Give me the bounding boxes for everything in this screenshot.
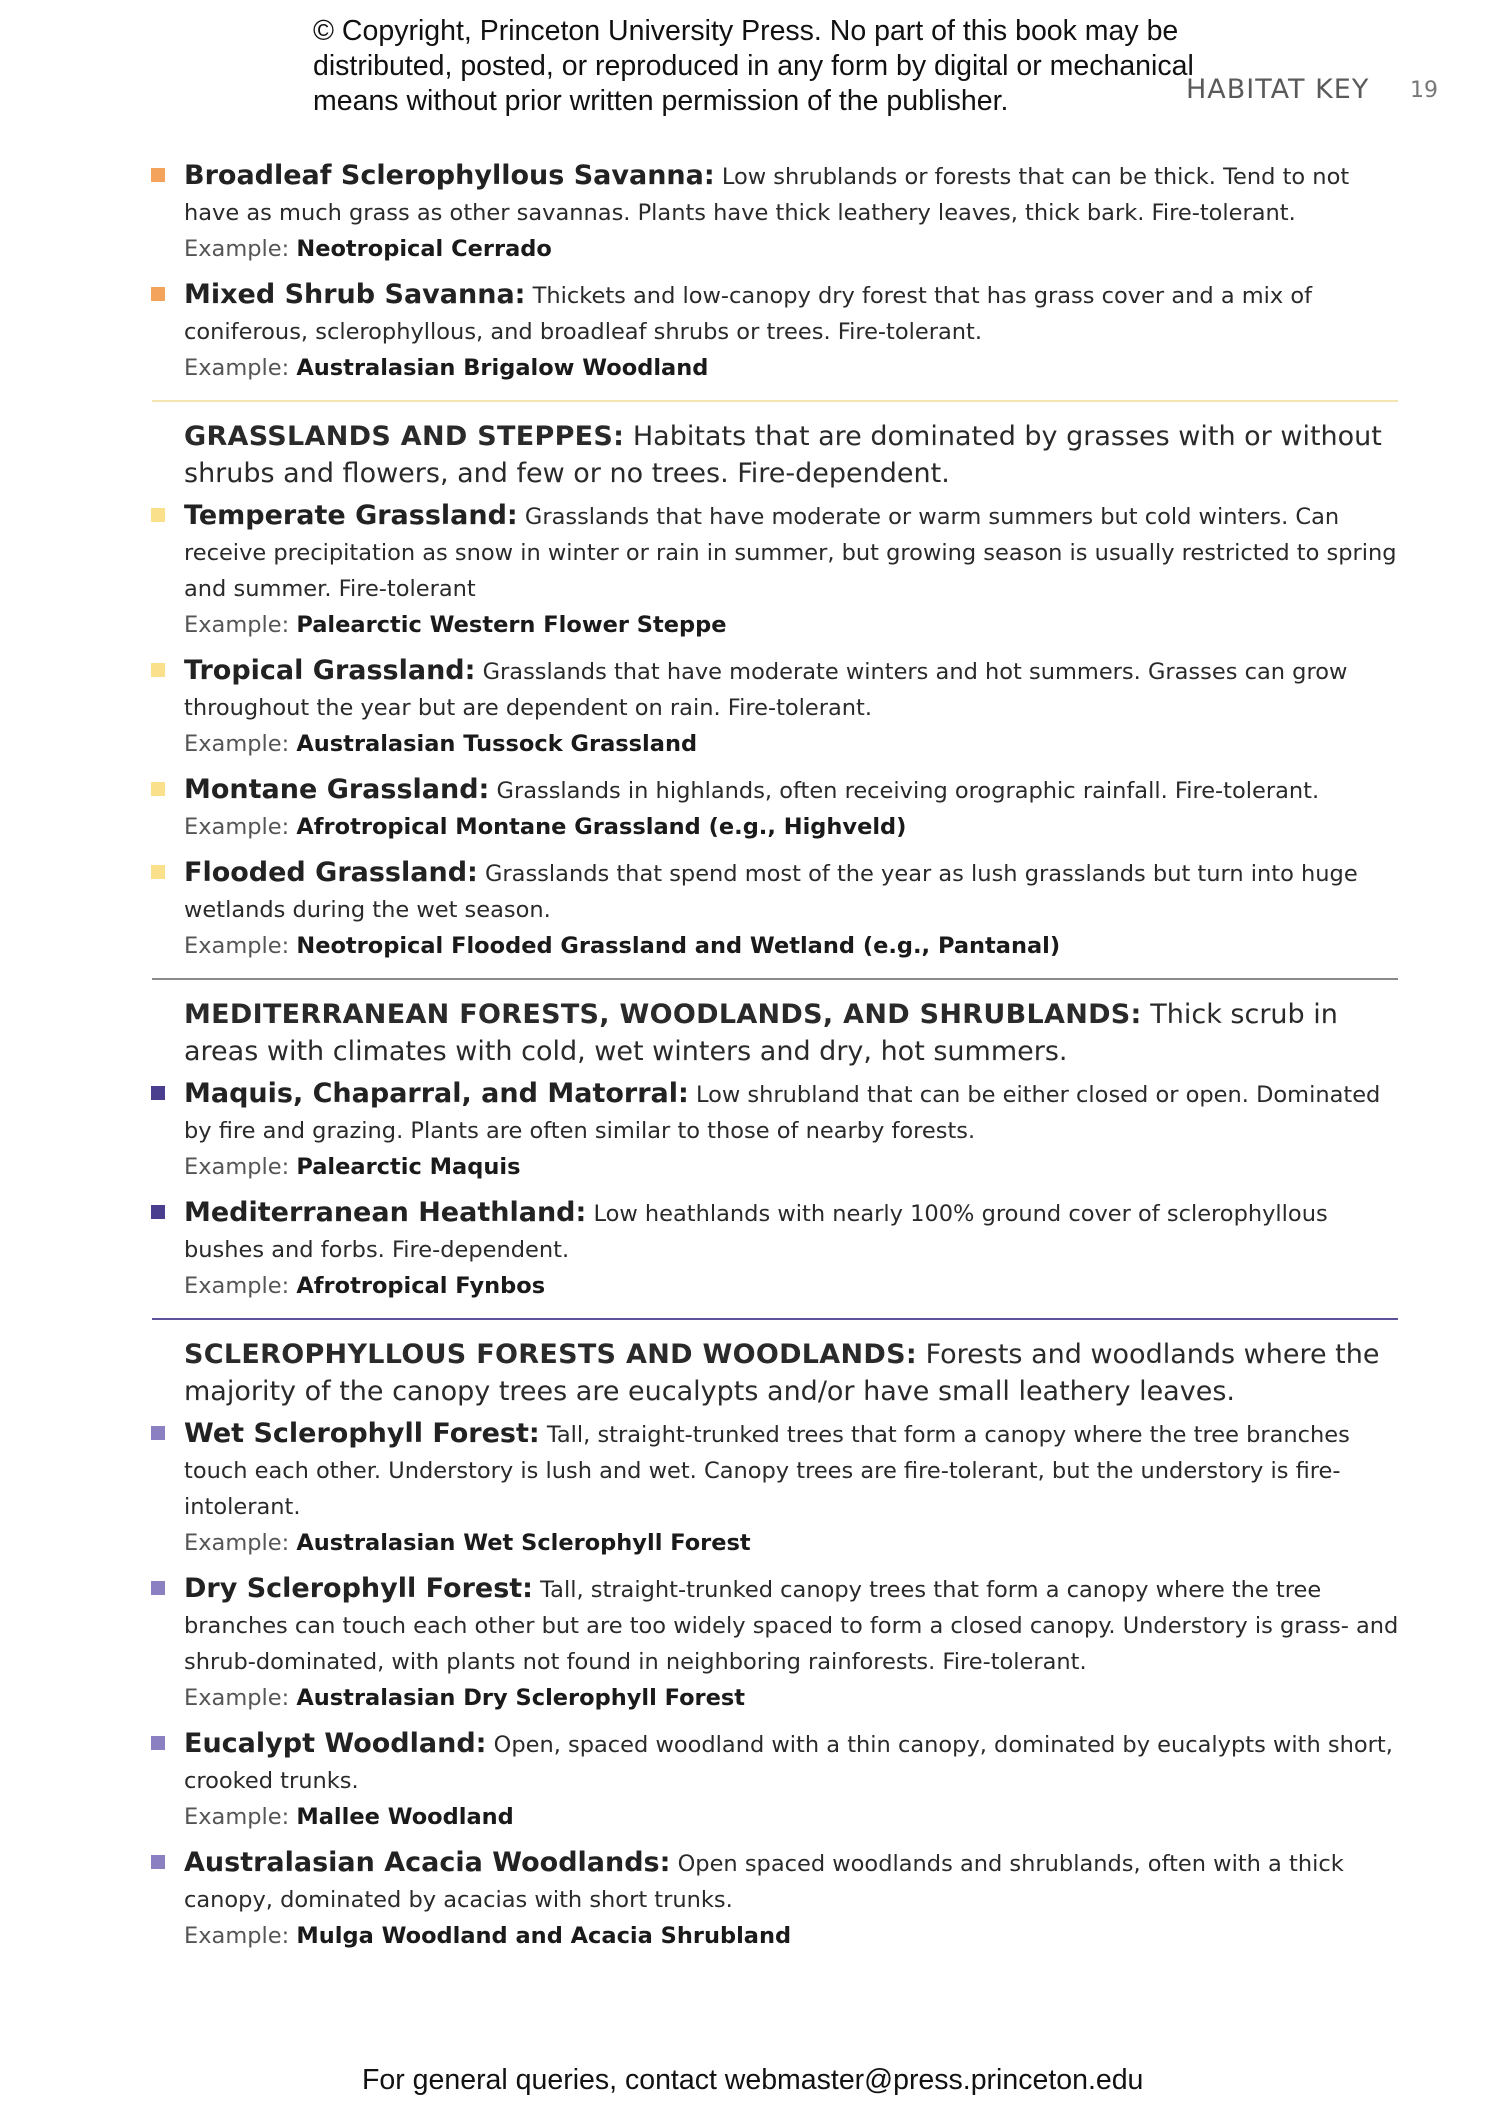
- habitat-description: Low heathlands with nearly 100% ground cover of sclerophyllous bushes and forbs. Fire-dependent.: [184, 1201, 1328, 1263]
- yellow-square-icon: [151, 508, 165, 522]
- habitat-entry: [150, 1571, 1400, 1716]
- section-description: Habitats that are dominated by grasses with or without shrubs and flowers, and few or no trees. Fire-dependent.: [184, 421, 1382, 489]
- page-number: 19: [1410, 78, 1438, 103]
- habitat-description: Thickets and low-canopy dry forest that has grass cover and a mix of coniferous, sclerophyllous, and broadleaf shrubs or trees. Fire-tolerant.: [184, 283, 1313, 345]
- habitat-name: Tropical Grassland:: [184, 655, 476, 686]
- example-value: Palearctic Western Flower Steppe: [296, 612, 727, 638]
- habitat-name: Mixed Shrub Savanna:: [184, 279, 526, 310]
- section-divider: [152, 400, 1398, 402]
- habitat-description: Grasslands that spend most of the year as lush grasslands but turn into huge wetlands during the wet season.: [184, 861, 1358, 923]
- example-value: Australasian Brigalow Woodland: [296, 355, 709, 381]
- habitat-name: Dry Sclerophyll Forest:: [184, 1573, 533, 1604]
- section-heading: [150, 418, 1400, 492]
- example-label: Example:: [184, 1685, 290, 1711]
- section-heading: [150, 996, 1400, 1070]
- habitat-name: Temperate Grassland:: [184, 500, 518, 531]
- habitat-entry: [150, 158, 1400, 267]
- example-value: Australasian Tussock Grassland: [296, 731, 698, 757]
- habitat-description: Low shrubland that can be either closed or open. Dominated by fire and grazing. Plants are often similar to those of nearby forests.: [184, 1082, 1381, 1144]
- habitat-name: Australasian Acacia Woodlands:: [184, 1847, 671, 1878]
- habitat-description: Open, spaced woodland with a thin canopy, dominated by eucalypts with short, crooked trunks.: [184, 1732, 1393, 1794]
- habitat-description: Tall, straight-trunked trees that form a canopy where the tree branches touch each other. Understory is lush and wet. Canopy trees are fire-tolerant, but the understory is fire-intolerant.: [184, 1422, 1350, 1520]
- example-label: Example:: [184, 355, 290, 381]
- example-label: Example:: [184, 1273, 290, 1299]
- habitat-entry: [150, 1845, 1400, 1954]
- habitat-description: Grasslands that have moderate winters and hot summers. Grasses can grow throughout the year but are dependent on rain. Fire-tolerant.: [184, 659, 1348, 721]
- example-label: Example:: [184, 814, 290, 840]
- section-heading: [150, 1336, 1400, 1410]
- lavender-square-icon: [151, 1581, 165, 1595]
- orange-square-icon: [151, 287, 165, 301]
- lavender-square-icon: [151, 1855, 165, 1869]
- example-value: Afrotropical Montane Grassland (e.g., Highveld): [296, 814, 907, 840]
- habitat-entry: [150, 1195, 1400, 1304]
- habitat-entry: [150, 653, 1400, 762]
- habitat-entry: [150, 498, 1400, 643]
- habitat-name: Broadleaf Sclerophyllous Savanna:: [184, 160, 715, 191]
- example-value: Palearctic Maquis: [296, 1154, 521, 1180]
- habitat-entry: [150, 1076, 1400, 1185]
- habitat-entry: [150, 277, 1400, 386]
- section-description: Thick scrub in areas with climates with cold, wet winters and dry, hot summers.: [184, 999, 1338, 1067]
- example-label: Example:: [184, 731, 290, 757]
- habitat-name: Eucalypt Woodland:: [184, 1728, 487, 1759]
- footer-contact: For general queries, contact webmaster@press.princeton.edu: [362, 2064, 1144, 2096]
- example-value: Neotropical Cerrado: [296, 236, 552, 262]
- habitat-entry: [150, 1416, 1400, 1561]
- example-label: Example:: [184, 1154, 290, 1180]
- example-label: Example:: [184, 1923, 290, 1949]
- lavender-square-icon: [151, 1426, 165, 1440]
- habitat-name: Wet Sclerophyll Forest:: [184, 1418, 540, 1449]
- example-value: Australasian Wet Sclerophyll Forest: [296, 1530, 751, 1556]
- copyright-line: © Copyright, Princeton University Press. No part of this book may be: [313, 15, 1179, 47]
- example-value: Australasian Dry Sclerophyll Forest: [296, 1685, 746, 1711]
- habitat-description: Open spaced woodlands and shrublands, often with a thick canopy, dominated by acacias with short trunks.: [184, 1851, 1344, 1913]
- example-value: Mulga Woodland and Acacia Shrubland: [296, 1923, 792, 1949]
- section-title: GRASSLANDS AND STEPPES:: [184, 421, 625, 452]
- habitat-description: Tall, straight-trunked canopy trees that form a canopy where the tree branches can touch each other but are too widely spaced to form a closed canopy. Understory is grass- and shrub-dominated, with plants not found in neighboring rainforests. Fire-tolerant.: [184, 1577, 1399, 1675]
- habitat-description: Grasslands in highlands, often receiving orographic rainfall. Fire-tolerant.: [496, 778, 1320, 804]
- example-label: Example:: [184, 236, 290, 262]
- section-divider: [152, 978, 1398, 980]
- section-title: SCLEROPHYLLOUS FORESTS AND WOODLANDS:: [184, 1339, 917, 1370]
- habitat-entry: [150, 855, 1400, 964]
- habitat-name: Montane Grassland:: [184, 774, 490, 805]
- habitat-description: Grasslands that have moderate or warm summers but cold winters. Can receive precipitation as snow in winter or rain in summer, but growing season is usually restricted to spring and summer. Fire-tolerant: [184, 504, 1397, 602]
- yellow-square-icon: [151, 782, 165, 796]
- lavender-square-icon: [151, 1736, 165, 1750]
- copyright-line: means without prior written permission of the publisher.: [313, 85, 1009, 117]
- section-description: Forests and woodlands where the majority of the canopy trees are eucalypts and/or have small leathery leaves.: [184, 1339, 1380, 1407]
- habitat-entry: [150, 772, 1400, 845]
- yellow-square-icon: [151, 663, 165, 677]
- running-header: HABITAT KEY: [1186, 74, 1370, 105]
- habitat-key-body: [150, 158, 1400, 1964]
- habitat-name: Mediterranean Heathland:: [184, 1197, 587, 1228]
- copyright-notice: [313, 14, 1253, 119]
- example-value: Mallee Woodland: [296, 1804, 514, 1830]
- copyright-line: distributed, posted, or reproduced in any form by digital or mechanical: [313, 50, 1194, 82]
- example-value: Neotropical Flooded Grassland and Wetland (e.g., Pantanal): [296, 933, 1061, 959]
- yellow-square-icon: [151, 865, 165, 879]
- habitat-entry: [150, 1726, 1400, 1835]
- section-divider: [152, 1318, 1398, 1320]
- purple-square-icon: [151, 1086, 165, 1100]
- example-label: Example:: [184, 933, 290, 959]
- orange-square-icon: [151, 168, 165, 182]
- example-value: Afrotropical Fynbos: [296, 1273, 546, 1299]
- purple-square-icon: [151, 1205, 165, 1219]
- habitat-description: Low shrublands or forests that can be thick. Tend to not have as much grass as other savannas. Plants have thick leathery leaves, thick bark. Fire-tolerant.: [184, 164, 1350, 226]
- habitat-name: Maquis, Chaparral, and Matorral:: [184, 1078, 689, 1109]
- example-label: Example:: [184, 612, 290, 638]
- example-label: Example:: [184, 1530, 290, 1556]
- habitat-name: Flooded Grassland:: [184, 857, 478, 888]
- example-label: Example:: [184, 1804, 290, 1830]
- section-title: MEDITERRANEAN FORESTS, WOODLANDS, AND SHRUBLANDS:: [184, 999, 1142, 1030]
